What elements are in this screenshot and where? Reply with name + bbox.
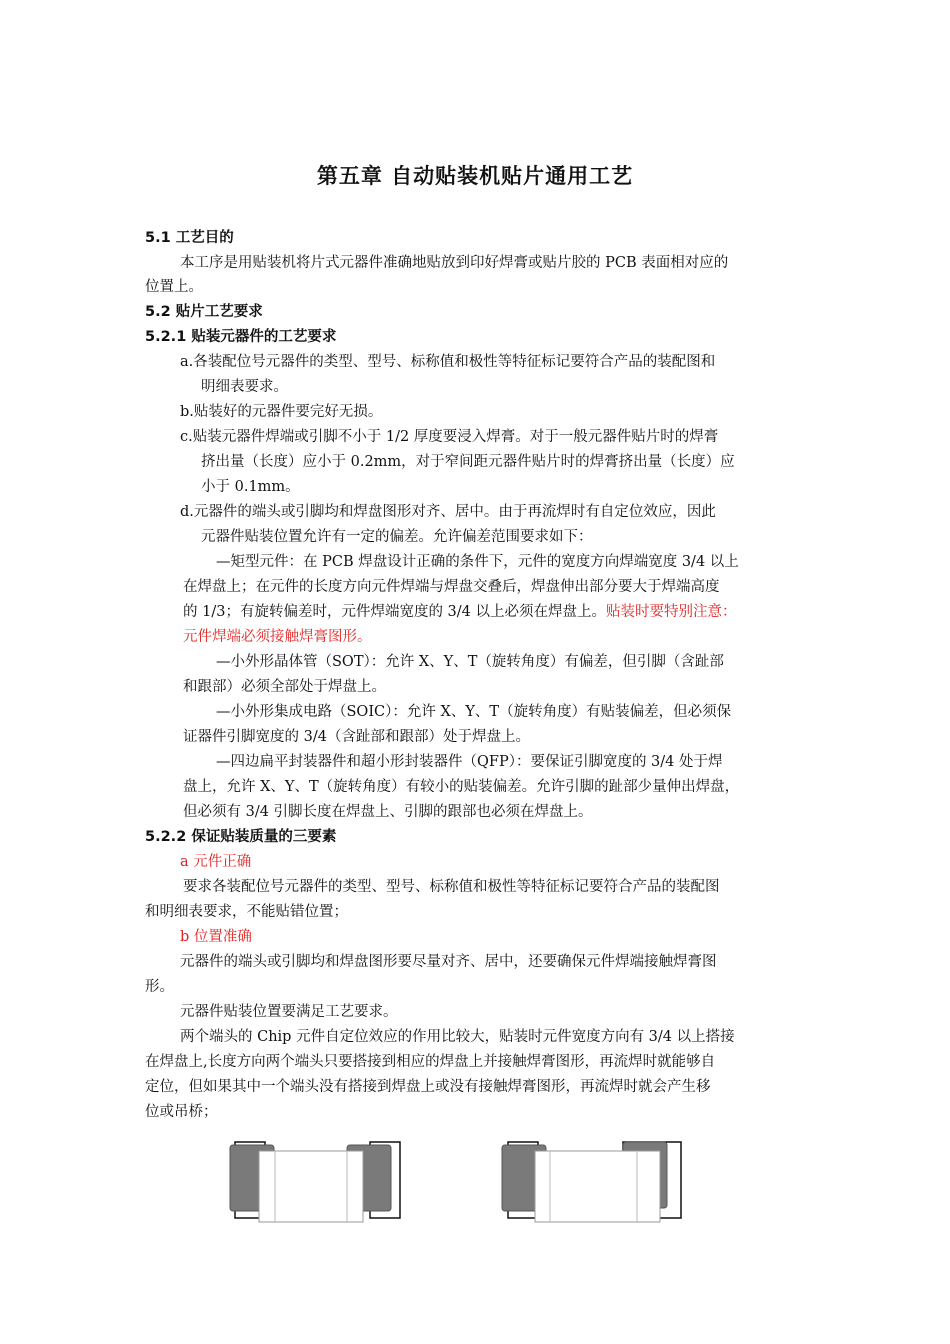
s51-paragraph-line: 本工序是用贴装机将片式元器件准确地贴放到印好焊膏或贴片胶的 PCB 表面相对应的 [180,255,729,271]
section-5-2-2-heading: 5.2.2 保证贴装质量的三要素 [145,829,337,845]
chip-self-align-line: 位或吊桥； [145,1104,218,1120]
item-c-line: 挤出量（长度）应小于 0.2mm，对于窄间距元器件贴片时的焊膏挤出量（长度）应 [201,454,735,470]
rect-warning-text: 贴装时要特别注意： [606,604,737,620]
sot-line: 和跟部）必须全部处于焊盘上。 [183,679,386,695]
qfp-line: —四边扁平封装器件和超小形封装器件（QFP）：要保证引脚宽度的 3/4 处于焊 [216,754,723,770]
section-5-2-1-heading: 5.2.1 贴装元器件的工艺要求 [145,329,337,345]
item-b-line: b.贴装好的元器件要完好无损。 [180,404,383,420]
soic-line: 证器件引脚宽度的 3/4（含趾部和跟部）处于焊盘上。 [183,729,530,745]
qfp-line: 但必须有 3/4 引脚长度在焊盘上、引脚的跟部也必须在焊盘上。 [183,804,593,820]
sot-line: —小外形晶体管（SOT）：允许 X、Y、T（旋转角度）有偏差，但引脚（含趾部 [216,654,724,670]
qfp-line: 盘上，允许 X、Y、T（旋转角度）有较小的贴装偏差。允许引脚的趾部少量伸出焊盘， [183,779,740,795]
element-correct-line: 和明细表要求，不能贴错位置； [145,904,348,920]
item-a-line: 明细表要求。 [201,379,288,395]
chip-self-align-line: 两个端头的 Chip 元件自定位效应的作用比较大，贴装时元件宽度方向有 3/4 以上搭接 [180,1029,735,1045]
chip-placement-figure-shifted [498,1138,688,1228]
section-5-1-heading: 5.1 工艺目的 [145,230,234,246]
item-c-line: c.贴装元器件焊端或引脚不小于 1/2 厚度要浸入焊膏。对于一般元器件贴片时的焊膏 [180,429,719,445]
rect-component-line: —矩型元件：在 PCB 焊盘设计正确的条件下，元件的宽度方向焊端宽度 3/4 以上 [216,554,739,570]
item-d-line: 元器件贴装位置允许有一定的偏差。允许偏差范围要求如下： [201,529,593,545]
rect-component-line: 在焊盘上；在元件的长度方向元件焊端与焊盘交叠后，焊盘伸出部分要大于焊端高度 [183,579,720,595]
rect-warning-line: 元件焊端必须接触焊膏图形。 [183,629,372,645]
element-correct-title: a 元件正确 [180,854,252,870]
chip-self-align-line: 定位，但如果其中一个端头没有搭接到焊盘上或没有接触焊膏图形，再流焊时就会产生移 [145,1079,711,1095]
chip-placement-figure-centered [225,1138,410,1228]
rect-component-text: 的 1/3；有旋转偏差时，元件焊端宽度的 3/4 以上必须在焊盘上。 [183,604,606,620]
position-accurate-line: 形。 [145,979,174,995]
chip-self-align-line: 在焊盘上,长度方向两个端头只要搭接到相应的焊盘上并接触焊膏图形，再流焊时就能够自 [145,1054,716,1070]
section-5-2-heading: 5.2 贴片工艺要求 [145,304,263,320]
s51-paragraph-line: 位置上。 [145,279,203,295]
item-a-line: a.各装配位号元器件的类型、型号、标称值和极性等特征标记要符合产品的装配图和 [180,354,716,370]
chip-component [535,1151,660,1222]
position-accurate-line: 元器件贴装位置要满足工艺要求。 [180,1004,398,1020]
position-accurate-line: 元器件的端头或引脚均和焊盘图形要尽量对齐、居中，还要确保元件焊端接触焊膏图 [180,954,717,970]
item-d-line: d.元器件的端头或引脚均和焊盘图形对齐、居中。由于再流焊时有自定位效应，因此 [180,504,716,520]
chapter-title: 第五章 自动贴装机贴片通用工艺 [316,164,634,188]
soic-line: —小外形集成电路（SOIC）：允许 X、Y、T（旋转角度）有贴装偏差，但必须保 [216,704,732,720]
position-accurate-title: b 位置准确 [180,929,252,945]
item-c-line: 小于 0.1mm。 [201,479,300,495]
rect-component-line [183,602,737,622]
element-correct-line: 要求各装配位号元器件的类型、型号、标称值和极性等特征标记要符合产品的装配图 [183,879,720,895]
